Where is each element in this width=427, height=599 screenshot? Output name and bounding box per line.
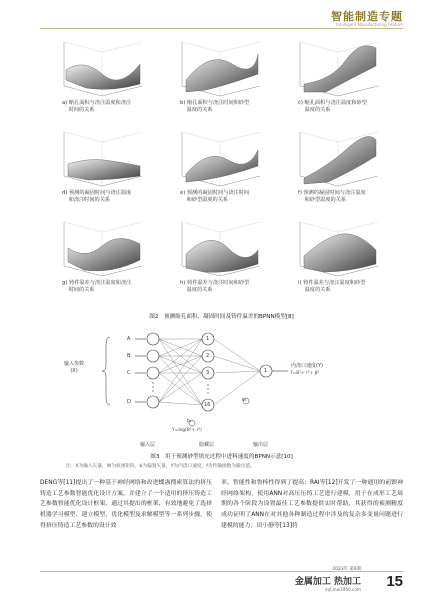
figure-3-note: 注：X为输入矢量，W为权重矩阵，b为偏置矢量，Y为内浇口速度，f为传输函数为输出值。 xyxy=(66,464,255,469)
footer-magazine-name: 金属加工 热加工 xyxy=(294,577,361,587)
input-label-a: A xyxy=(127,336,131,342)
subplot-caption-b: b) 缩孔面积与浇注时间和砂型 温度的关系 xyxy=(180,100,250,113)
page-number: 15 xyxy=(386,573,403,590)
footer-url: mjl.mw1950.com xyxy=(324,587,361,592)
output-text: 内浇口速度(Y) xyxy=(291,363,323,369)
output-layer-label: 输出层 xyxy=(253,442,269,448)
figure-2-caption: 图2 预测缩孔面积、凝固时间及铸件温差的BPNN模型[8] xyxy=(149,314,294,320)
surface-plot-i xyxy=(298,220,380,276)
subplot-caption-f: f) 预测的凝固时间与浇注温度 和砂型温度的关系 xyxy=(298,190,366,203)
input-param-label: 输入参数 (X) xyxy=(64,361,85,374)
footer-issue: 2023年 第6期 xyxy=(332,567,361,572)
subplot-caption-g: g) 铸件温差与浇注温度和浇注 时间的关系 xyxy=(62,280,132,293)
journal-section-subtitle: Intelligent Manufacturing Feature xyxy=(336,22,403,27)
subplot-caption-d: d) 预测的凝固时间与浇注温度 和浇注时间的关系 xyxy=(62,190,132,203)
input-label-b: B xyxy=(127,353,131,359)
body-text-right-column: 率、智能性和鲁棒性得到了提高；RAI等[12]开发了一种通用的前馈神经网络架构，使用ANN对高压压铸工艺进行建模，用于在成形工艺周期的各个阶段为设置最佳工艺参数提供实时帮助，其获得的预测精度成功证明了ANN在对其他各种制造过程中涉及的复杂多变量问题进行建模的能力；田小静等[13]将 xyxy=(221,480,403,529)
surface-plot-e xyxy=(180,130,262,186)
hidden-node-1: 1 xyxy=(206,336,210,342)
header-rule xyxy=(40,28,403,29)
subplot-caption-h: h) 铸件温差与浇注时间和砂型 温度的关系 xyxy=(180,280,250,293)
output-node-1: 1 xyxy=(264,368,268,374)
subplot-caption-i: i) 铸件温差与浇注温度和砂型 温度的关系 xyxy=(298,280,366,293)
body-text-left-column: DENG等[11]提出了一种基于神经网络和改进蝶蛊搜索算法的挤压铸造工艺参数智能优化设计方案，并建立了一个适用的挤压铸造工艺参数智能优化设计框架，通过其提出的框架，有效地避免了选择机器学习模型、建立模型、优化模型及求解模型等一系列步骤，使得挤压铸造工艺参数的设计效 xyxy=(40,480,212,529)
hidden-formula: Y=log(B¹+ r²) xyxy=(172,428,202,433)
input-layer-label: 输入层 xyxy=(140,442,156,448)
surface-plot-a xyxy=(62,40,144,96)
surface-plot-h xyxy=(180,220,262,276)
surface-plot-b xyxy=(180,40,262,96)
hidden-node-3: 3 xyxy=(206,370,210,376)
surface-plot-d xyxy=(62,130,144,186)
hidden-bias-label: b₁ xyxy=(187,419,192,424)
journal-section-title: 智能制造专题 xyxy=(331,10,403,23)
output-formula: f=B¹+ r²+ β² xyxy=(291,371,320,376)
subplot-caption-e: e) 预测的凝固时间与浇注时间 和砂型温度的关系 xyxy=(180,190,250,203)
subplot-caption-c: c) 缩孔面积与浇注温度和砂型 温度的关系 xyxy=(298,100,367,113)
hidden-layer-label: 隐藏层 xyxy=(199,442,215,448)
figure-3-caption: 图3 用于预测砂型填充过程中进料速度的BPNN示意[10] xyxy=(150,454,293,460)
input-label-d: D xyxy=(127,399,131,405)
figure-3-network-diagram xyxy=(40,325,403,450)
surface-plot-f xyxy=(298,130,380,186)
output-bias-label: b₂ xyxy=(242,398,247,403)
input-label-c: C xyxy=(127,370,131,376)
surface-plot-g xyxy=(62,220,144,276)
hidden-node-16: 16 xyxy=(204,402,211,408)
subplot-caption-a: a) 缩孔面积与浇注温度和浇注 时间的关系 xyxy=(62,100,132,113)
surface-plot-c xyxy=(298,40,380,96)
hidden-node-2: 2 xyxy=(206,353,210,359)
